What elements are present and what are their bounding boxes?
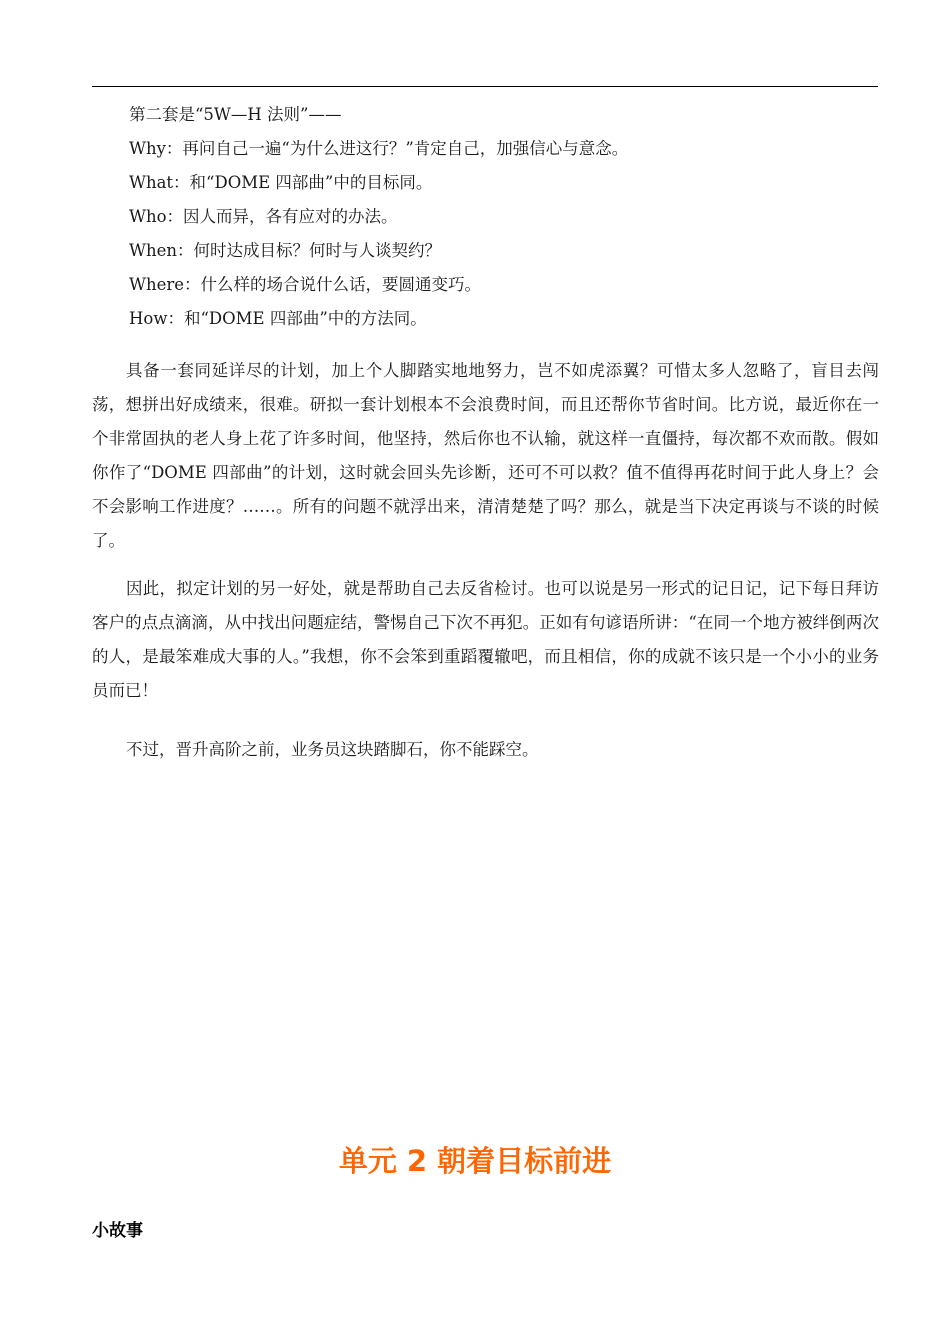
paragraph-planning-benefits: 具备一套同延详尽的计划，加上个人脚踏实地地努力，岂不如虎添翼？可惜太多人忽略了，盲目去闯荡，想拼出好成绩来，很难。研拟一套计划根本不会浪费时间，而且还帮你节省时间。比方说，最近你在一个非常固执的老人身上花了许多时间，他坚持，然后你也不认输，就这样一直僵持，每次都不欢而散。假如你作了“DOME 四部曲”的计划，这时就会回头先诊断，还可不可以救？值不值得再花时间于此人身上？会不会影响工作进度？……。所有的问题不就浮出来，清清楚楚了吗？那么，就是当下决定再谈与不谈的时候了。: [92, 361, 879, 550]
section-subtitle: 小故事: [92, 1221, 143, 1241]
header-rule: [92, 86, 878, 87]
rule-why: Why：再问自己一遍“为什么进这行？”肯定自己，加强信心与意念。: [129, 139, 629, 158]
section-title: 单元 2 朝着目标前进: [338, 1144, 612, 1178]
rules-intro: 第二套是“5W—H 法则”——: [129, 105, 342, 124]
rule-where: Where：什么样的场合说什么话，要圆通变巧。: [129, 275, 482, 294]
rule-who: Who：因人而异，各有应对的办法。: [129, 207, 398, 226]
paragraph-stepping-stone: 不过，晋升高阶之前，业务员这块踏脚石，你不能踩空。: [126, 740, 539, 759]
paragraph-self-review: 因此，拟定计划的另一好处，就是帮助自己去反省检讨。也可以说是另一形式的记日记，记下每日拜访客户的点点滴滴，从中找出问题症结，警惕自己下次不再犯。正如有句谚语所讲：“在同一个地方被绊倒两次的人，是最笨难成大事的人。”我想，你不会笨到重蹈覆辙吧，而且相信，你的成就不该只是一个小小的业务员而已！: [92, 579, 879, 700]
rule-when: When：何时达成目标？何时与人谈契约？: [129, 241, 441, 260]
rule-what: What：和“DOME 四部曲”中的目标同。: [129, 173, 433, 192]
rule-how: How：和“DOME 四部曲”中的方法同。: [129, 309, 427, 328]
5w-h-rules-list: [129, 98, 878, 336]
